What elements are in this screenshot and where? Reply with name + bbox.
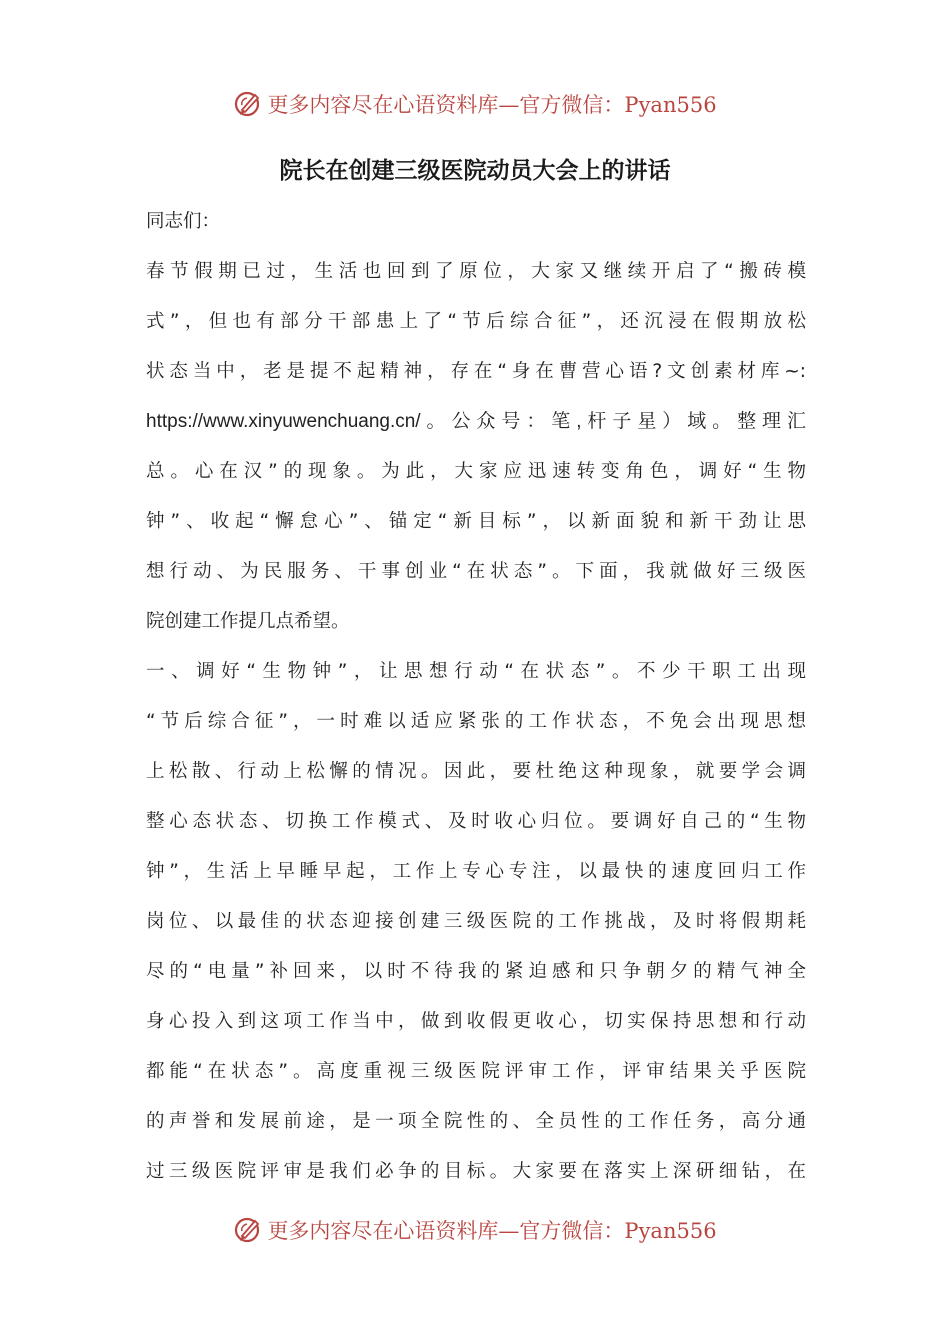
paragraph-line: 尽的“电量”补回来，以时不待我的紧迫感和只争朝夕的精气神全 <box>146 961 806 982</box>
footer-banner-text: 更多内容尽在心语资料库—官方微信：Pyan556 <box>267 1219 717 1243</box>
paragraph-line: 过三级医院评审是我们必争的目标。大家要在落实上深研细钻，在 <box>146 1161 806 1182</box>
header-banner-text: 更多内容尽在心语资料库—官方微信：Pyan556 <box>267 93 717 117</box>
paragraph-line: 春节假期已过，生活也回到了原位，大家又继续开启了“搬砖模 <box>146 261 806 282</box>
paragraph-line: 钟”、收起“懈怠心”、锚定“新目标”，以新面貌和新干劲让思 <box>146 511 806 532</box>
paragraph-line: 都能“在状态”。高度重视三级医院评审工作，评审结果关乎医院 <box>146 1061 806 1082</box>
paragraph-line: 式”，但也有部分干部患上了“节后综合征”，还沉浸在假期放松 <box>146 311 806 332</box>
paragraph-line: 状态当中，老是提不起精神，存在“身在曹营心语?文创素材库~: <box>146 361 806 382</box>
section-heading-line: 一、调好“生物钟”，让思想行动“在状态”。不少干职工出现 <box>146 661 806 682</box>
pen-logo-icon <box>233 89 263 119</box>
paragraph-line: 上松散、行动上松懈的情况。因此，要杜绝这种现象，就要学会调 <box>146 761 806 782</box>
paragraph-line: 岗位、以最佳的状态迎接创建三级医院的工作挑战，及时将假期耗 <box>146 911 806 932</box>
paragraph-line: 钟”，生活上早睡早起，工作上专心专注，以最快的速度回归工作 <box>146 861 806 882</box>
footer-banner <box>0 1210 950 1250</box>
document-title: 院长在创建三级医院动员大会上的讲话 <box>279 158 671 184</box>
paragraph-line: 想行动、为民服务、干事创业“在状态”。下面，我就做好三级医 <box>146 561 806 582</box>
paragraph-line-url: https://www.xinyuwenchuang.cn/。公众号：笔,杆子星）域。整理汇 <box>146 411 806 432</box>
paragraph-line: 的声誉和发展前途，是一项全院性的、全员性的工作任务，高分通 <box>146 1111 806 1132</box>
paragraph-line: 总。心在汉”的现象。为此，大家应迅速转变角色，调好“生物 <box>146 461 806 482</box>
header-banner <box>0 84 950 124</box>
salutation: 同志们： <box>146 211 221 232</box>
paragraph-line: 整心态状态、切换工作模式、及时收心归位。要调好自己的“生物 <box>146 811 806 832</box>
paragraph-line: “节后综合征”，一时难以适应紧张的工作状态，不免会出现思想 <box>146 711 806 732</box>
paragraph-line: 院创建工作提几点希望。 <box>146 611 350 632</box>
pen-logo-icon <box>233 1215 263 1245</box>
document-body <box>146 197 806 1197</box>
paragraph-line: 身心投入到这项工作当中，做到收假更收心，切实保持思想和行动 <box>146 1011 806 1032</box>
